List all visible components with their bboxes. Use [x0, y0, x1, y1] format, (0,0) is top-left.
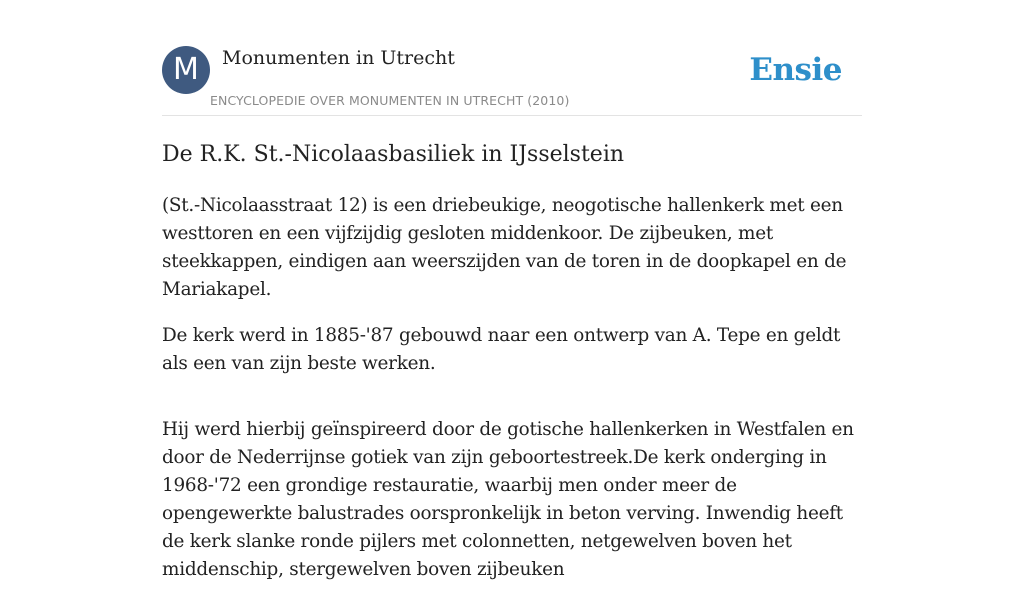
article-paragraph: De kerk werd in 1885-'87 gebouwd naar een ontwerp van A. Tepe en geldt als een van zijn beste werken. — [162, 325, 841, 374]
article-title: De R.K. St.-Nicolaasbasiliek in IJsselstein — [162, 142, 625, 167]
article-paragraph: Hij werd hierbij geïnspireerd door de gotische hallenkerken in Westfalen en door de Nederrijnse gotiek van zijn geboortestreek.De kerk onderging in 1968-'72 een grondige restauratie, waarbij men onder meer de opengewerkte balustrades oorspronkelijk in beton verving. Inwendig heeft de kerk slanke ronde pijlers met colonnetten, netgewelven boven het middenschip, stergewelven boven zijbeuken — [162, 419, 854, 580]
avatar[interactable]: M — [162, 46, 210, 94]
article-paragraph: (St.-Nicolaasstraat 12) is een driebeukige, neogotische hallenkerk met een westtoren en een vijfzijdig gesloten middenkoor. De zijbeuken, met steekkappen, eindigen aan weerszijden van de toren in de doopkapel en de Mariakapel. — [162, 195, 847, 300]
article-body — [162, 192, 864, 602]
site-title[interactable]: Monumenten in Utrecht — [222, 47, 455, 69]
header-divider — [162, 115, 862, 116]
site-header — [162, 46, 862, 116]
ensie-logo[interactable]: Ensie — [749, 52, 842, 88]
site-subtitle: ENCYCLOPEDIE OVER MONUMENTEN IN UTRECHT (2010) — [210, 93, 570, 108]
